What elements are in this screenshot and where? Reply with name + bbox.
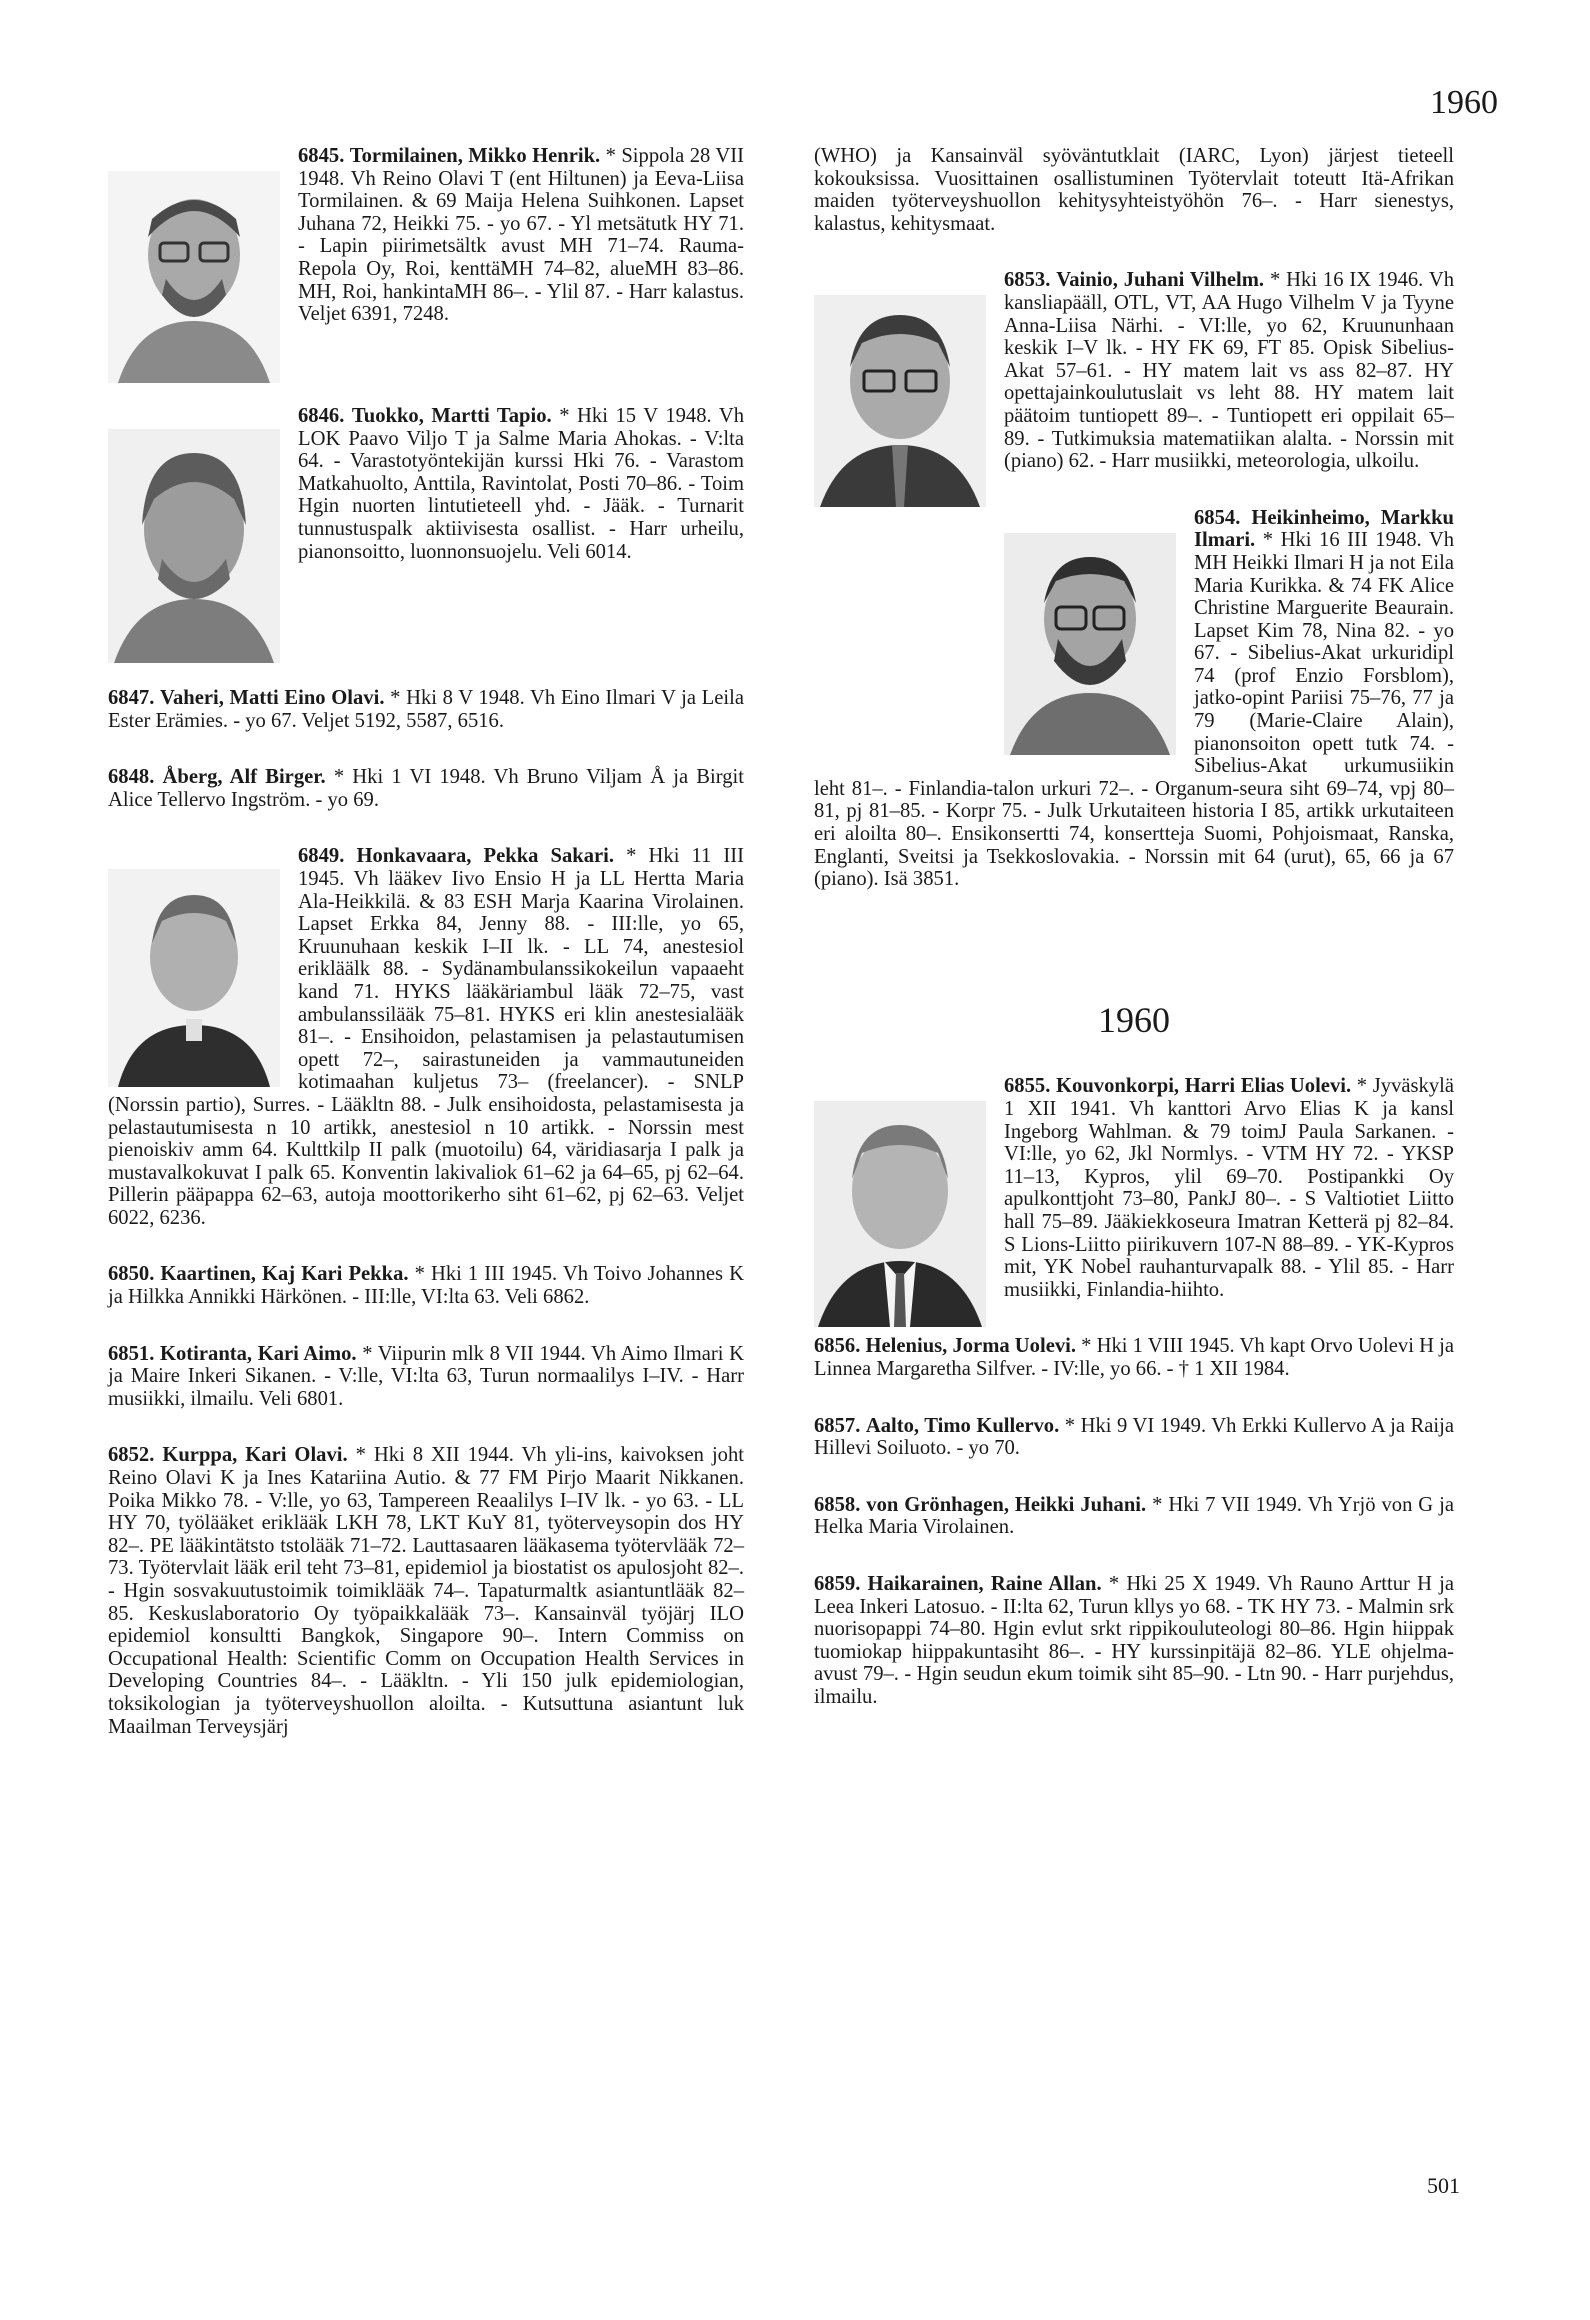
portrait-photo <box>1004 533 1176 755</box>
entry-name: Tormilainen, Mikko Henrik. <box>349 145 601 167</box>
portrait-photo <box>814 1101 986 1327</box>
entry-name: Kaartinen, Kaj Kari Pekka. <box>160 1263 409 1286</box>
entry-name: Tuokko, Martti Tapio. <box>351 405 552 427</box>
entry-6850 <box>108 1263 744 1308</box>
entry-6852 <box>108 1444 744 1738</box>
portrait-photo <box>108 869 280 1087</box>
entry-number: 6856. <box>814 1335 861 1358</box>
entry-name: Honkavaara, Pekka Sakari. <box>356 845 615 868</box>
entry-6848 <box>108 766 744 811</box>
entry-6858 <box>814 1494 1454 1539</box>
entry-name: Vainio, Juhani Vilhelm. <box>1056 269 1265 292</box>
entry-text: * Hki 8 XII 1944. Vh yli-ins, kaivoksen joht Reino Olavi K ja Ines Katariina Autio. & 77 FM Pirjo Maarit Nikkanen. Poika Mikko 78. - V:lle, yo 63, Tampereen Reaalilys I–IV lk. - yo 63. - LL HY 70, työlääket eriklääk LKH 78, LKT KuY 81, työterveysopin dos HY 82–. PE lääkintätsto tstolääk 71–72. Lauttasaaren lääkasema työtervlääk 72–73. Työtervlait lääk eril teht 73–81, epidemiol ja biostatist os apulosjoht 82–. - Hgin sosvakuutustoimik toimiklääk 74–. Tapaturmaltk asiantuntlääk 82–85. Keskuslaboratorio Oy työpaikkalääk 73–. Kansainväl työjärj ILO epidemiol konsultti Bangkok, Singapore 90–. Intern Commiss on Occupational Health: Scientific Comm on Occupation Health Services in Developing Countries 84–. - Lääkltn. - Yli 150 julk epidemiologian, toksikologian ja työterveyshuollon aloilta. - Kutsuttuna asiantunt luk Maailman Terveysjärj <box>108 1444 744 1738</box>
portrait-photo <box>108 171 280 383</box>
entry-number: 6849. <box>298 845 345 868</box>
entry-text: * Hki 7 VII 1949. Vh Yrjö von G ja Helka Maria Virolainen. <box>814 1493 1454 1539</box>
entry-text: * Hki 16 III 1948. Vh MH Heikki Ilmari H ja not Eila Maria Kurikka. & 74 FK Alice Christine Marguerite Beaurain. Lapset Kim 78, Nina 82. - yo 67. - Sibelius-Akat urkuridipl 74 (prof Enzio Forsblom), jatko-opint Pariisi 75–76, 77 ja 79 (Marie-Claire Alain), pianonsoiton opett tutk 74. - Sibelius-Akat urkumusiikin leht 81–. - Finlandia-talon urkuri 72–. - Organum-seura siht 69–74, vpj 80–81, pj 81–85. - Korpr 75. - Julk Urkutaiteen historia I 85, artikk urkutaiteen eri aloilta 80–. Ensikonsertti 74, konsertteja Suomi, Pohjoismaat, Ranska, Englanti, Sveitsi ja Tsekkoslovakia. - Norssin mit 64 (urut), 65, 66 ja 67 (piano). Isä 3851. <box>814 529 1454 891</box>
entry-number: 6854. <box>1194 506 1241 529</box>
entry-name: Kotiranta, Kari Aimo. <box>159 1342 357 1365</box>
entry-6855 <box>814 1075 1454 1301</box>
portrait-image <box>108 869 280 1087</box>
entry-number: 6847. <box>108 687 155 709</box>
entry-text: * Viipurin mlk 8 VII 1944. Vh Aimo Ilmari K ja Maire Inkeri Sikanen. - V:lle, VI:lta 63, Turun normaalilys I–IV. - Harr musiikki, ilmailu. Veli 6801. <box>108 1342 745 1410</box>
portrait-image <box>1004 533 1176 755</box>
left-column <box>108 145 744 1772</box>
entry-6846 <box>108 405 744 653</box>
entry-6851 <box>108 1343 744 1411</box>
entry-text: * Sippola 28 VII 1948. Vh Reino Olavi T (ent Hiltunen) ja Eeva-Liisa Tormilainen. & 69 Maija Helena Suihkonen. Lapset Juhana 72, Heikki 75. - yo 67. - Yl metsätutk HY 71. - Lapin piirimetsältk avust MH 71–74. Rauma-Repola Oy, Roi, kenttäMH 74–82, alueMH 83–86. MH, Roi, hankintaMH 86–. - Ylil 87. - Harr kalastus. Veljet 6391, 7248. <box>298 145 744 326</box>
entry-number: 6846. <box>298 405 345 427</box>
entry-number: 6853. <box>1004 269 1051 292</box>
entry-6849 <box>108 845 744 1229</box>
entry-6854 <box>814 507 1454 891</box>
entry-text: * Jyväskylä 1 XII 1941. Vh kanttori Arvo Elias K ja kansl Ingeborg Wahlman. & 79 toimJ Paula Sarkanen. - VI:lle, yo 62, Jkl Normlys. - VTM HY 72. - YKSP 11–13, Kypros, ylil 69–70. Postipankki Oy apulkonttjoht 73–80, PankJ 80–. - S Valtiotiet Liitto hall 75–89. Jääkiekkoseura Imatran Ketterä pj 82–84. S Lions-Liitto piirikuvern 107-N 88–89. - YK-Kypros mit, YK Nobel rauhanturvapalk 88. - Ylil 85. - Harr musiikki, Finlandia-hiihto. <box>1004 1075 1455 1301</box>
entry-name: Helenius, Jorma Uolevi. <box>865 1335 1077 1358</box>
entry-name: Heikinheimo, Markku Ilmari. <box>1194 506 1454 552</box>
entry-name: Kurppa, Kari Olavi. <box>162 1444 348 1467</box>
entry-6856 <box>814 1335 1454 1380</box>
entry-text: * Hki 8 V 1948. Vh Eino Ilmari V ja Leila Ester Erämies. - yo 67. Veljet 5192, 5587, 6516. <box>108 687 744 732</box>
entry-number: 6859. <box>814 1572 861 1595</box>
entry-name: von Grönhagen, Heikki Juhani. <box>866 1493 1147 1516</box>
entry-text: * Hki 1 VI 1948. Vh Bruno Viljam Å ja Birgit Alice Tellervo Ingström. - yo 69. <box>108 766 744 811</box>
entry-6845 <box>108 145 744 371</box>
portrait-image <box>814 1101 986 1327</box>
entry-number: 6851. <box>108 1342 155 1365</box>
entry-continuation <box>814 145 1454 235</box>
entry-number: 6852. <box>108 1444 155 1467</box>
entry-6847 <box>108 687 744 732</box>
entry-text: * Hki 25 X 1949. Vh Rauno Arttur H ja Leea Inkeri Latosuo. - II:lta 62, Turun kllys yo 68. - TK HY 73. - Malmin srk nuorisopappi 74–80. Hgin evlut srkt rippikouluteologi 80–86. Hgin hiippak tuomiokap hiippakuntasiht 86–. - HY kurssinpitäjä 82–86. YLE ohjelma-avust 79–. - Hgin seudun ekum toimik siht 85–90. - Ltn 90. - Harr purjehdus, ilmailu. <box>814 1572 1455 1708</box>
entry-text: * Hki 1 III 1945. Vh Toivo Johannes K ja Hilkka Annikki Härkönen. - III:lle, VI:lta 63. Veli 6862. <box>108 1263 744 1309</box>
entry-text: (WHO) ja Kansainväl syöväntutklait (IARC, Lyon) järjest tieteell kokouksissa. Vuosittainen osallistuminen Työtervlait toteutt Itä-Afrikan maiden työterveyshuollon kehitysyhteistyöhön 76–. - Harr sienestys, kalastus, kehitysmaat. <box>814 145 1454 235</box>
entry-number: 6855. <box>1004 1075 1051 1098</box>
right-column <box>814 145 1454 1742</box>
entry-text: * Hki 1 VIII 1945. Vh kapt Orvo Uolevi H ja Linnea Margaretha Silfver. - IV:lle, yo 66. - † 1 XII 1984. <box>814 1335 1454 1380</box>
entry-number: 6857. <box>814 1414 861 1437</box>
entry-6857 <box>814 1415 1454 1460</box>
entry-text: * Hki 9 VI 1949. Vh Erkki Kullervo A ja Raija Hillevi Soiluoto. - yo 70. <box>814 1414 1454 1460</box>
entry-text: * Hki 16 IX 1946. Vh kansliapääll, OTL, VT, AA Hugo Vilhelm V ja Tyyne Anna-Liisa Närhi. - VI:lle, yo 62, Kruununhaan keskik I–V lk. - HY FK 69, FT 85. Opisk Sibelius-Akat 57–61. - HY matem lait vs ass 82–87. HY opettajainkoulutuslait vs leht 88. HY matem lait päätoim tuntiopett 89–. - Tuntiopett eri oppilait 65–89. - Tutkimuksia matematiikan alalta. - Norssin mit (piano) 62. - Harr musiikki, meteorologia, ulkoilu. <box>1004 269 1455 473</box>
entry-name: Kouvonkorpi, Harri Elias Uolevi. <box>1056 1075 1352 1098</box>
entry-text: * Hki 11 III 1945. Vh lääkev Iivo Ensio H ja LL Hertta Maria Ala-Heikkilä. & 83 ESH Marja Kaarina Virolainen. Lapset Erkka 84, Jenny 88. - III:lle, yo 65, Kruunuhaan keskik I–II lk. - LL 74, anestesiol erikläälk 88. - Sydänambulanssikokeilun vapaaeht kand 71. HYKS lääkäriambul lääk 72–75, vast ambulanssilääk 75–81. HYKS eri klin anestesialääk 81–. - Ensihoidon, pelastamisen ja pelastautumisen opett 72–, sairastuneiden ja vammautuneiden kotimaahan kuljetus 73– (freelancer). - SNLP (Norssin partio), Surres. - Lääkltn 88. - Julk ensihoidosta, pelastamisesta ja pelastautumisesta n 10 artikk, anestesiol n 10 artikk. - Norssin mest pienoiskiv amm 64. Kulttkilp II palk (muotoilu) 64, väridiasarja I palk ja mustavalkokuvat I palk 65. Konventin lakivaliok 61–62 ja 64–65, pj 62–64. Pillerin pääpappa 62–63, autoja moottorikerho siht 61–62, pj 62–63. Veljet 6022, 6236. <box>108 845 744 1229</box>
entry-number: 6850. <box>108 1263 155 1286</box>
portrait-photo <box>108 429 280 663</box>
entry-name: Haikarainen, Raine Allan. <box>867 1572 1102 1595</box>
portrait-image <box>108 171 280 383</box>
portrait-image <box>814 295 986 507</box>
entry-name: Vaheri, Matti Eino Olavi. <box>160 687 385 709</box>
page-year-header: 1960 <box>1430 84 1498 121</box>
entry-6859 <box>814 1573 1454 1709</box>
entry-name: Aalto, Timo Kullervo. <box>865 1414 1060 1437</box>
portrait-image <box>108 429 280 663</box>
page-number: 501 <box>1427 2173 1460 2198</box>
entry-name: Åberg, Alf Birger. <box>162 766 326 789</box>
entry-number: 6858. <box>814 1493 861 1516</box>
entry-text: * Hki 15 V 1948. Vh LOK Paavo Viljo T ja Salme Maria Ahokas. - V:lta 64. - Varastotyöntekijän kurssi Hki 76. - Varastom Matkahuolto, Anttila, Ravintolat, Posti 70–86. - Toim Hgin nuorten lintutieteell yhd. - Jääk. - Turnarit tunnustuspalk aktiivisesta osallist. - Harr urheilu, pianonsoitto, luonnonsuojelu. Veli 6014. <box>298 405 744 563</box>
section-year-heading: 1960 <box>1098 999 1170 1040</box>
entry-6853 <box>814 269 1454 472</box>
entry-number: 6845. <box>298 145 345 167</box>
entry-number: 6848. <box>108 766 155 789</box>
portrait-photo <box>814 295 986 507</box>
